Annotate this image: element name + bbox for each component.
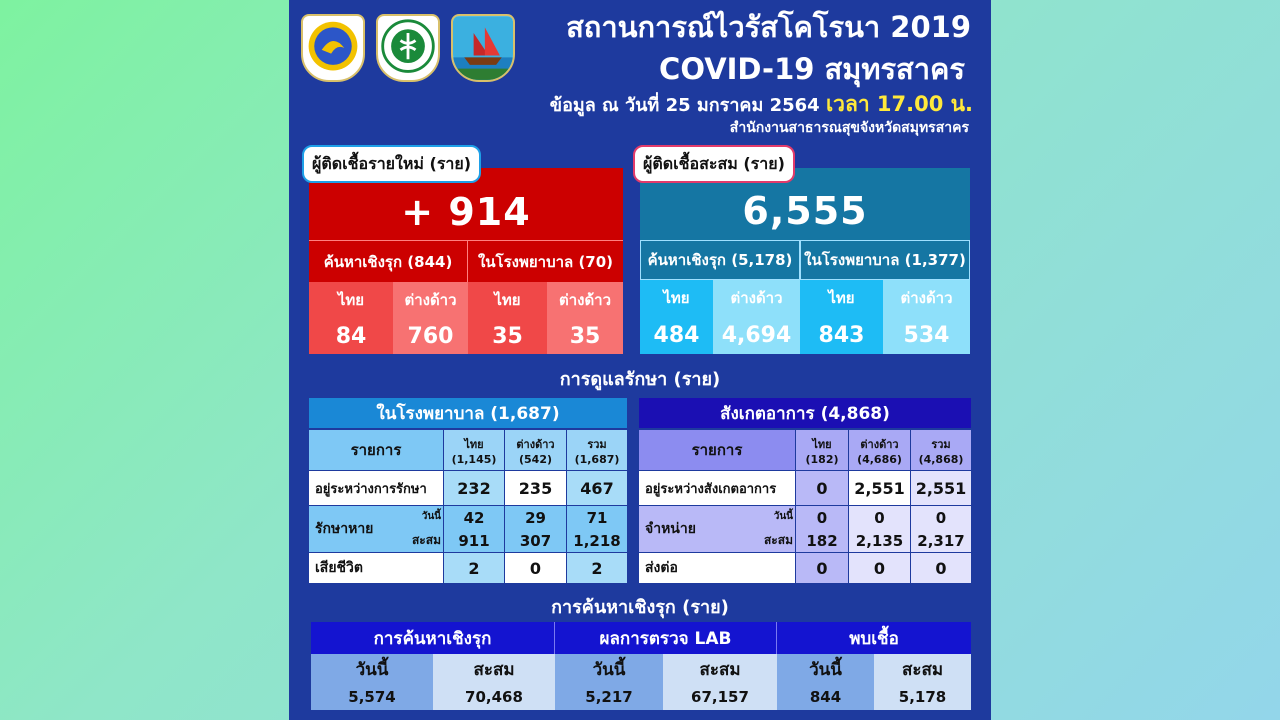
new-search-foreign-value: 760 (393, 318, 468, 354)
hospital-recovered-cum-total: 1,218 (567, 529, 627, 552)
search-cum-label: สะสม (433, 654, 555, 684)
observation-col-thai-total: (182) (805, 452, 839, 466)
found-cum-label: สะสม (874, 654, 971, 684)
new-hospital-foreign-value: 35 (547, 318, 623, 354)
hospital-col-total-total: (1,687) (574, 452, 620, 466)
active-search-section-title: การค้นหาเชิงรุก (ราย) (551, 596, 729, 618)
infographic-panel (289, 0, 991, 720)
hospital-death-foreign: 0 (505, 553, 566, 583)
hospital-row-recovered-label: รักษาหาย (309, 506, 443, 552)
search-group-label: การค้นหาเชิงรุก (311, 622, 555, 654)
cumulative-tag: ผู้ติดเชื้อสะสม (ราย) (633, 145, 795, 183)
observation-referred-foreign: 0 (849, 553, 910, 583)
found-group-label: พบเชื้อ (777, 622, 971, 654)
hospital-col-foreign-total: (542) (518, 452, 553, 466)
hospital-recovered-today-thai: 42 (444, 506, 504, 529)
hospital-recovered-cum-label: สะสม (411, 533, 441, 547)
observation-discharged-cum-foreign: 2,135 (849, 529, 910, 552)
hospital-recovered-today-total: 71 (567, 506, 627, 529)
observation-discharged-today-label: วันนี้ (773, 511, 793, 522)
lab-group-label: ผลการตรวจ LAB (555, 622, 777, 654)
observation-referred-total: 0 (911, 553, 971, 583)
new-cases-tag: ผู้ติดเชื้อรายใหม่ (ราย) (302, 145, 481, 183)
new-search-thai-label: ไทย (309, 282, 393, 318)
provincial-seal-icon (301, 14, 365, 82)
observation-col-foreign-label: ต่างด้าว (860, 437, 899, 451)
data-date: ข้อมูล ณ วันที่ 25 มกราคม 2564 (549, 95, 820, 116)
cum-active-search-label: ค้นหาเชิงรุก (5,178) (640, 240, 800, 280)
observation-discharged-cum-total: 2,317 (911, 529, 971, 552)
new-search-thai-value: 84 (309, 318, 393, 354)
observation-discharged-cum-label: สะสม (763, 533, 793, 547)
hospital-treating-total: 467 (567, 471, 627, 505)
lab-today-value: 5,217 (555, 684, 663, 710)
new-search-foreign-label: ต่างด้าว (393, 282, 468, 318)
hospital-col-total (567, 430, 627, 470)
observation-discharged-today-total: 0 (911, 506, 971, 529)
observation-observing-thai: 0 (796, 471, 848, 505)
cumulative-total: 6,555 (640, 168, 970, 240)
hospital-row-treating-label: อยู่ระหว่างการรักษา (309, 471, 443, 505)
observation-col-total-label: รวม (931, 437, 951, 451)
title-line-2: COVID-19 สมุทรสาคร (659, 52, 965, 86)
new-cases-total: + 914 (309, 168, 623, 240)
new-hospital-thai-label: ไทย (468, 282, 547, 318)
data-time: เวลา 17.00 น. (825, 92, 973, 116)
lab-today-label: วันนี้ (555, 654, 663, 684)
new-hospital-thai-value: 35 (468, 318, 547, 354)
observation-row-observing-label: อยู่ระหว่างสังเกตอาการ (639, 471, 795, 505)
hospital-col-foreign (505, 430, 566, 470)
observation-table-title: สังเกตอาการ (4,868) (639, 398, 971, 428)
found-today-label: วันนี้ (777, 654, 874, 684)
hospital-death-thai: 2 (444, 553, 504, 583)
observation-observing-foreign: 2,551 (849, 471, 910, 505)
found-today-value: 844 (777, 684, 874, 710)
hospital-col-thai-total: (1,145) (451, 452, 497, 466)
hospital-death-total: 2 (567, 553, 627, 583)
observation-col-total (911, 430, 971, 470)
cum-hospital-foreign-value: 534 (883, 316, 970, 354)
hospital-row-death-label: เสียชีวิต (309, 553, 443, 583)
new-hospital-label: ในโรงพยาบาล (70) (468, 240, 623, 282)
cum-search-thai-label: ไทย (640, 280, 713, 316)
observation-col-foreign (849, 430, 910, 470)
hospital-recovered-cum-foreign: 307 (505, 529, 566, 552)
observation-row-discharged-label: จำหน่าย (639, 506, 795, 552)
observation-col-thai-label: ไทย (812, 437, 832, 451)
observation-referred-thai: 0 (796, 553, 848, 583)
found-cum-value: 5,178 (874, 684, 971, 710)
title-line-1: สถานการณ์ไวรัสโคโรนา 2019 (566, 10, 971, 44)
cum-hospital-foreign-label: ต่างด้าว (883, 280, 970, 316)
lab-cum-label: สะสม (663, 654, 777, 684)
hospital-treating-foreign: 235 (505, 471, 566, 505)
observation-discharged-cum-thai: 182 (796, 529, 848, 552)
search-today-value: 5,574 (311, 684, 433, 710)
lab-cum-value: 67,157 (663, 684, 777, 710)
hospital-treating-thai: 232 (444, 471, 504, 505)
observation-col-item: รายการ (639, 430, 795, 470)
agency-name: สำนักงานสาธารณสุขจังหวัดสมุทรสาคร (729, 120, 969, 136)
care-section-title: การดูแลรักษา (ราย) (559, 368, 721, 390)
hospital-col-total-label: รวม (587, 437, 607, 451)
cum-search-foreign-value: 4,694 (713, 316, 800, 354)
hospital-col-thai (444, 430, 504, 470)
search-today-label: วันนี้ (311, 654, 433, 684)
hospital-col-foreign-label: ต่างด้าว (516, 437, 555, 451)
observation-col-foreign-total: (4,686) (857, 452, 902, 466)
observation-discharged-today-thai: 0 (796, 506, 848, 529)
cum-search-foreign-label: ต่างด้าว (713, 280, 800, 316)
cum-search-thai-value: 484 (640, 316, 713, 354)
observation-observing-total: 2,551 (911, 471, 971, 505)
cum-hospital-label: ในโรงพยาบาล (1,377) (800, 240, 970, 280)
hospital-recovered-today-label: วันนี้ (421, 511, 441, 522)
hospital-recovered-today-foreign: 29 (505, 506, 566, 529)
data-date-line (469, 88, 973, 116)
new-active-search-label: ค้นหาเชิงรุก (844) (309, 240, 468, 282)
cum-hospital-thai-value: 843 (800, 316, 883, 354)
hospital-recovered-cum-thai: 911 (444, 529, 504, 552)
search-cum-value: 70,468 (433, 684, 555, 710)
hospital-col-item: รายการ (309, 430, 443, 470)
observation-discharged-today-foreign: 0 (849, 506, 910, 529)
observation-row-referred-label: ส่งต่อ (639, 553, 795, 583)
new-hospital-foreign-label: ต่างด้าว (547, 282, 623, 318)
samut-sakhon-junk-ship-icon (451, 14, 515, 82)
observation-col-total-total: (4,868) (918, 452, 964, 466)
hospital-table-title: ในโรงพยาบาล (1,687) (309, 398, 627, 428)
ministry-of-public-health-icon (376, 14, 440, 82)
observation-col-thai (796, 430, 848, 470)
cum-hospital-thai-label: ไทย (800, 280, 883, 316)
hospital-col-thai-label: ไทย (464, 437, 484, 451)
